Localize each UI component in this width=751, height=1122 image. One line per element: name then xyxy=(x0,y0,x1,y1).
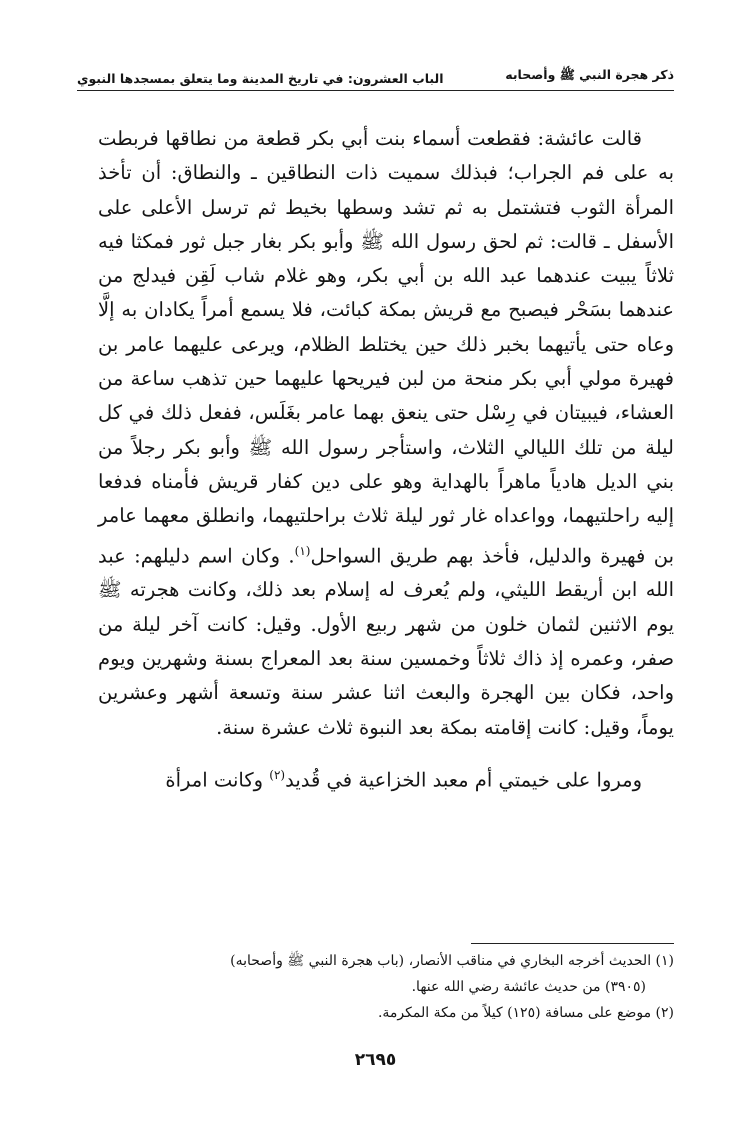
footnote-marker-1: (١) xyxy=(294,543,311,558)
footnote-divider xyxy=(471,943,674,944)
header-divider xyxy=(77,90,674,91)
paragraph-2-text: ومروا على خيمتي أم معبد الخزاعية في قُديد xyxy=(285,768,642,792)
header-chapter-topic: ذكر هجرة النبي ﷺ وأصحابه xyxy=(505,67,674,82)
footnote-marker-2: (٢) xyxy=(269,767,286,782)
paragraph-1-text: قالت عائشة: فقطعت أسماء بنت أبي بكر قطعة من نطاقها فربطت به على فم الجراب؛ فبذلك سميت ذات النطاقين ـ والنطاق: أن تأخذ المرأة الثوب فتشتمل به ثم تشد وسطها بخيط ثم ترسل الأعلى على الأسفل ـ قالت: ثم لحق رسول الله ﷺ وأبو بكر بغار جبل ثور فمكثا فيه ثلاثاً يبيت عندهما عبد الله بن أبي بكر، وهو غلام شاب لَقِن فيدلج من عندهما بسَحْر فيصبح مع قريش بمكة كبائت، فلا يسمع أمراً يكادان به إلَّا وعاه حتى يأتيهما بخبر ذلك حين يختلط الظلام، ويرعى عليهما عامر بن فهيرة مولي أبي بكر منحة من لبن فيريحها عليهما حين تذهب ساعة من العشاء، فيبيتان في رِسْل حتى ينعق بهما عامر بغَلَس، ففعل ذلك في كل ليلة من تلك الليالي الثلاث، واستأجر رسول الله ﷺ وأبو بكر رجلاً من بني الديل هادياً ماهراً بالهداية وهو على دين كفار قريش فأمناه فدفعا إليه راحلتيهما، وواعداه غار ثور ليلة ثلاث براحلتيهما، وانطلق معهما عامر بن فهيرة والدليل، فأخذ بهم طريق السواحل xyxy=(98,127,675,568)
footnote-1-line-1: (١) الحديث أخرجه البخاري في مناقب الأنصار، (باب هجرة النبي ﷺ وأصحابه) xyxy=(230,953,674,969)
paragraph-2 xyxy=(98,758,674,798)
paragraph-1-continuation: . وكان اسم دليلهم: عبد الله ابن أريقط الليثي، ولم يُعرف له إسلام بعد ذلك، وكانت هجرته ﷺ يوم الاثنين لثمان خلون من شهر ربيع الأول. وقيل: كانت آخر ليلة من صفر، وعمره إذ ذاك ثلاثاً وخمسين سنة بعد المعراج بسنة وشهرين ويوم واحد، فكان بين الهجرة والبعث اثنا عشر سنة وتسعة أشهر وعشرين يوماً، وقيل: كانت إقامته بمكة بعد النبوة ثلاث عشرة سنة. xyxy=(98,544,674,739)
paragraph-1 xyxy=(98,122,674,745)
footnote-2: (٢) موضع على مسافة (١٢٥) كيلاً من مكة المكرمة. xyxy=(377,1005,674,1021)
running-header xyxy=(77,62,674,86)
paragraph-2-continuation: وكانت امرأة xyxy=(165,768,270,792)
page-number: ٢٦٩٥ xyxy=(354,1050,397,1070)
footnotes xyxy=(98,948,674,1026)
main-text xyxy=(98,122,674,798)
footnote-1-line-2: (٣٩٠٥) من حديث عائشة رضي الله عنها. xyxy=(411,979,646,995)
header-chapter-title: الباب العشرون: في تاريخ المدينة وما يتعلق بمسجدها النبوي xyxy=(77,71,444,86)
